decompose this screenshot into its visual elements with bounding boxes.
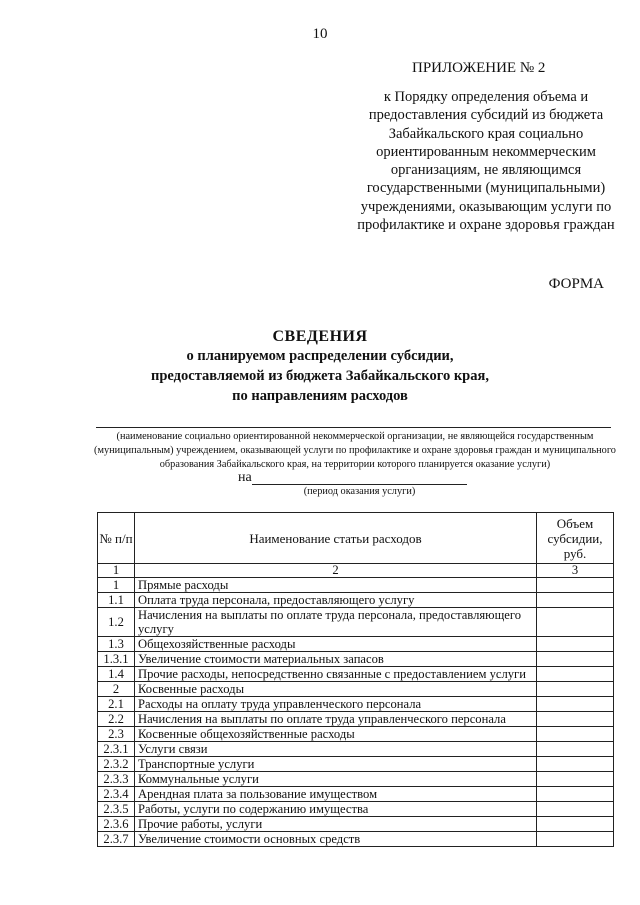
row-number: 2.1 (98, 697, 135, 712)
row-subsidy-amount[interactable] (537, 772, 614, 787)
table-row (98, 772, 614, 787)
row-number: 2.3 (98, 727, 135, 742)
table-header-row (98, 513, 614, 564)
row-expense-name: Прочие работы, услуги (135, 817, 537, 832)
header-num: № п/п (98, 513, 135, 564)
organization-name-line[interactable] (96, 427, 611, 428)
row-number: 2.2 (98, 712, 135, 727)
table-row (98, 593, 614, 608)
row-subsidy-amount[interactable] (537, 787, 614, 802)
table-row (98, 817, 614, 832)
form-label: ФОРМА (548, 276, 604, 292)
row-subsidy-amount[interactable] (537, 667, 614, 682)
row-expense-name: Прямые расходы (135, 578, 537, 593)
table-row (98, 787, 614, 802)
organization-caption: (наименование социально ориентированной некоммерческой организации, не являющейся государственным (муниципальным) учреждением, оказывающей услуги по профилактике и охране здоровья граждан и муниципального образования Забайкальского края, на территории которого планируется оказание услуги) (94, 431, 616, 470)
row-subsidy-amount[interactable] (537, 637, 614, 652)
row-number: 2.3.2 (98, 757, 135, 772)
column-number: 2 (135, 564, 537, 578)
row-subsidy-amount[interactable] (537, 727, 614, 742)
row-subsidy-amount[interactable] (537, 832, 614, 847)
table-row (98, 667, 614, 682)
document-heading: СВЕДЕНИЯ (272, 328, 368, 345)
column-number-row (98, 564, 614, 578)
expenses-table (97, 512, 614, 847)
row-number: 1 (98, 578, 135, 593)
header-name: Наименование статьи расходов (135, 513, 537, 564)
row-expense-name: Работы, услуги по содержанию имущества (135, 802, 537, 817)
row-number: 2.3.1 (98, 742, 135, 757)
row-expense-name: Начисления на выплаты по оплате труда персонала, предоставляющего услугу (135, 608, 537, 637)
row-subsidy-amount[interactable] (537, 712, 614, 727)
row-number: 1.3.1 (98, 652, 135, 667)
table-row (98, 802, 614, 817)
row-subsidy-amount[interactable] (537, 652, 614, 667)
subheading-line-2: предоставляемой из бюджета Забайкальского края, (151, 368, 489, 384)
row-expense-name: Косвенные общехозяйственные расходы (135, 727, 537, 742)
row-number: 2.3.6 (98, 817, 135, 832)
row-number: 1.2 (98, 608, 135, 637)
row-expense-name: Оплата труда персонала, предоставляющего услугу (135, 593, 537, 608)
table-body (98, 564, 614, 847)
row-subsidy-amount[interactable] (537, 802, 614, 817)
page-number: 10 (312, 26, 328, 42)
row-expense-name: Увеличение стоимости основных средств (135, 832, 537, 847)
header-volume: Объем субсидии, руб. (537, 513, 614, 564)
table-row (98, 757, 614, 772)
row-subsidy-amount[interactable] (537, 697, 614, 712)
row-number: 2.3.5 (98, 802, 135, 817)
table-row (98, 652, 614, 667)
row-number: 1.4 (98, 667, 135, 682)
row-expense-name: Общехозяйственные расходы (135, 637, 537, 652)
row-expense-name: Арендная плата за пользование имуществом (135, 787, 537, 802)
row-number: 1.3 (98, 637, 135, 652)
row-subsidy-amount[interactable] (537, 578, 614, 593)
subheading-line-1: о планируемом распределении субсидии, (186, 348, 454, 364)
row-number: 2.3.3 (98, 772, 135, 787)
row-subsidy-amount[interactable] (537, 757, 614, 772)
row-number: 2.3.4 (98, 787, 135, 802)
row-expense-name: Прочие расходы, непосредственно связанные с предоставлением услуги (135, 667, 537, 682)
table-row (98, 578, 614, 593)
row-expense-name: Услуги связи (135, 742, 537, 757)
document-subheading (0, 346, 640, 406)
table-row (98, 697, 614, 712)
appendix-title: ПРИЛОЖЕНИЕ № 2 (412, 60, 546, 76)
column-number: 1 (98, 564, 135, 578)
period-line[interactable] (252, 484, 467, 485)
row-number: 2.3.7 (98, 832, 135, 847)
row-subsidy-amount[interactable] (537, 593, 614, 608)
row-subsidy-amount[interactable] (537, 817, 614, 832)
appendix-description: к Порядку определения объема и предоставления субсидий из бюджета Забайкальского края социально ориентированным некоммерческим организациям, не являющимся государственными (муниципальными) учреждениями, оказывающим услуги по профилактике и охране здоровья граждан (357, 89, 615, 234)
table-row (98, 712, 614, 727)
row-expense-name: Расходы на оплату труда управленческого персонала (135, 697, 537, 712)
row-expense-name: Начисления на выплаты по оплате труда управленческого персонала (135, 712, 537, 727)
subheading-line-3: по направлениям расходов (232, 388, 408, 404)
row-number: 1.1 (98, 593, 135, 608)
row-expense-name: Коммунальные услуги (135, 772, 537, 787)
period-prefix: на (238, 470, 252, 485)
table-row (98, 727, 614, 742)
table-row (98, 637, 614, 652)
row-number: 2 (98, 682, 135, 697)
row-subsidy-amount[interactable] (537, 682, 614, 697)
table-row (98, 608, 614, 637)
row-expense-name: Косвенные расходы (135, 682, 537, 697)
table-row (98, 682, 614, 697)
table-row (98, 742, 614, 757)
table-row (98, 832, 614, 847)
row-expense-name: Транспортные услуги (135, 757, 537, 772)
row-subsidy-amount[interactable] (537, 742, 614, 757)
row-subsidy-amount[interactable] (537, 608, 614, 637)
period-caption: (период оказания услуги) (303, 486, 416, 497)
column-number: 3 (537, 564, 614, 578)
row-expense-name: Увеличение стоимости материальных запасов (135, 652, 537, 667)
